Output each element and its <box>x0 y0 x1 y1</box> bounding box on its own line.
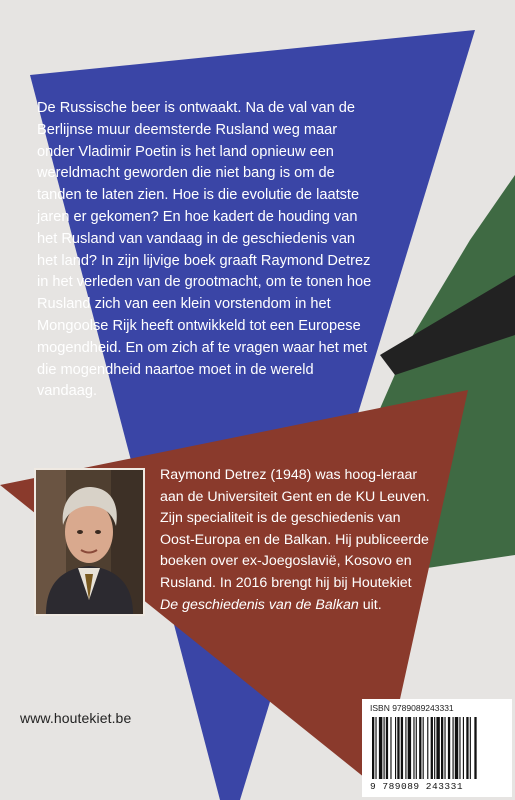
barcode-bar <box>408 717 411 779</box>
barcode-bar <box>448 717 450 779</box>
barcode-bar <box>390 717 391 779</box>
bio-text: Raymond Detrez (1948) was hoog-leraar aan de Universiteit Gent en de KU Leuven. Zijn specialiteit is de geschiedenis van Oost-Europa en de Balkan. Hij publiceerde boeken over ex-Joegoslavië, Kosovo en Rusland. In 2016 brengt hij bij Houtekiet <box>160 467 430 591</box>
barcode-bar <box>379 717 382 779</box>
barcode <box>370 717 506 779</box>
barcode-bar <box>416 717 417 779</box>
isbn-label: ISBN 9789089243331 <box>370 703 454 713</box>
barcode-bar <box>413 717 414 779</box>
barcode-bar <box>466 717 468 779</box>
bio-book-title: De geschiedenis van de Balkan <box>160 596 359 613</box>
barcode-bar <box>423 717 424 779</box>
barcode-bar <box>401 717 403 779</box>
barcode-bar <box>436 717 439 779</box>
barcode-bar <box>427 717 428 779</box>
barcode-bar <box>395 717 396 779</box>
barcode-bar <box>397 717 399 779</box>
barcode-bar <box>434 717 435 779</box>
barcode-bar <box>419 717 421 779</box>
barcode-bar <box>386 717 388 779</box>
author-bio <box>160 465 430 616</box>
author-photo <box>34 468 145 616</box>
barcode-bar <box>444 717 445 779</box>
barcode-bar <box>405 717 406 779</box>
barcode-bar <box>470 717 471 779</box>
barcode-bar <box>455 717 458 779</box>
barcode-bar <box>453 717 454 779</box>
barcode-bar <box>463 717 464 779</box>
barcode-bar <box>441 717 443 779</box>
bio-end: uit. <box>358 596 382 613</box>
barcode-digits: 9 789089 243331 <box>370 781 464 792</box>
publisher-website[interactable]: www.houtekiet.be <box>20 710 132 726</box>
barcode-bar <box>431 717 433 779</box>
barcode-box <box>362 699 512 797</box>
barcode-bar <box>372 717 374 779</box>
barcode-bar <box>375 717 376 779</box>
barcode-bar <box>459 717 460 779</box>
barcode-bar <box>384 717 385 779</box>
blurb-text: De Russische beer is ontwaakt. Na de val van de Berlijnse muur deemsterde Rusland weg maar onder Vladimir Poetin is het land opnieuw een wereldmacht geworden die niet bang is om de tanden te laten zien. Hoe is die evolutie de laatste jaren er gekomen? En hoe kadert de houding van het Rusland van vandaag in de geschiedenis van het land? In zijn lijvige boek graaft Raymond Detrez in het verleden van de grootmacht, om te tonen hoe Rusland zich van een klein vorstendom in het Mongoolse Rijk heeft ontwikkeld tot een Europese mogendheid. En om zich af te vragen waar het met die mogendheid naartoe moet in de wereld vandaag. <box>37 100 372 400</box>
barcode-bar <box>474 717 476 779</box>
